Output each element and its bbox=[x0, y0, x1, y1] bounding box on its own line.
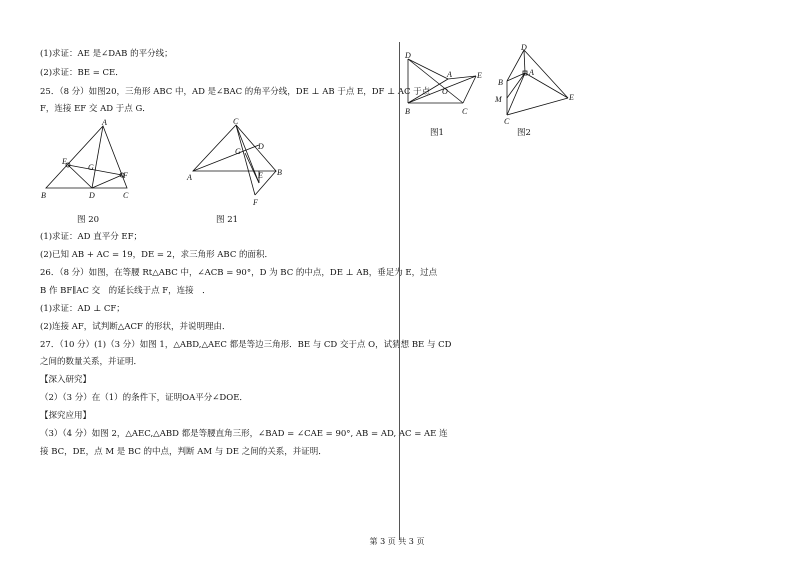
label-A: A bbox=[187, 173, 192, 182]
section-heading: 【探究应用】 bbox=[40, 411, 92, 421]
label-D: D bbox=[89, 191, 95, 200]
label-E: E bbox=[477, 71, 482, 80]
text-line: 之间的数量关系，并证明． bbox=[40, 357, 143, 367]
text-line: 接 BC，DE，点 M 是 BC 的中点，判断 AM 与 DE 之间的关系，并证明． bbox=[40, 447, 327, 457]
label-C: C bbox=[504, 117, 510, 126]
label-C: C bbox=[233, 117, 239, 126]
label-M: M bbox=[495, 95, 502, 104]
label-C: C bbox=[462, 107, 468, 116]
figure-1 bbox=[403, 52, 488, 122]
label-D: D bbox=[405, 51, 411, 60]
label-E: E bbox=[258, 171, 263, 180]
label-B: B bbox=[498, 78, 503, 87]
figure-21-caption: 图 21 bbox=[216, 215, 239, 225]
text-line: (1)求证：AE 是∠DAB 的平分线； bbox=[40, 49, 173, 59]
figure-20-caption: 图 20 bbox=[77, 215, 100, 225]
question-26: 26．（8 分）如图，在等腰 Rt△ABC 中，∠ACB = 90°，D 为 BC 的中点，DE ⊥ AB，垂足为 E，过点 bbox=[40, 268, 438, 278]
text-line: (2)连接 AF，试判断△ACF 的形状，并说明理由． bbox=[40, 322, 231, 332]
label-E: E bbox=[62, 157, 67, 166]
label-F: F bbox=[123, 171, 128, 180]
figure-2 bbox=[490, 43, 580, 128]
label-G: G bbox=[235, 147, 241, 156]
label-B: B bbox=[405, 107, 410, 116]
column-divider bbox=[399, 42, 400, 540]
text-line: (1)求证：AD 直平分 EF； bbox=[40, 232, 143, 242]
label-G: G bbox=[88, 163, 94, 172]
label-A: A bbox=[102, 118, 107, 127]
text-line: (1)求证：AD ⊥ CF； bbox=[40, 304, 125, 314]
figure-1-caption: 图1 bbox=[430, 128, 444, 138]
label-E: E bbox=[569, 93, 574, 102]
text-line: B 作 BF∥AC 交 的延长线于点 F，连接 ． bbox=[40, 286, 211, 296]
label-B: B bbox=[41, 191, 46, 200]
label-D: D bbox=[258, 142, 264, 151]
text-line: (2)已知 AB + AC = 19，DE = 2，求三角形 ABC 的面积． bbox=[40, 250, 274, 260]
label-D: D bbox=[521, 43, 527, 52]
text-line: F，连接 EF 交 AD 于点 G． bbox=[40, 104, 151, 114]
figure-21 bbox=[185, 118, 295, 208]
figure-20 bbox=[40, 120, 140, 205]
label-A: A bbox=[447, 70, 452, 79]
label-C: C bbox=[123, 191, 129, 200]
text-line: （2）（3 分）在（1）的条件下，证明OA平分∠DOE． bbox=[40, 393, 248, 403]
section-heading: 【深入研究】 bbox=[40, 375, 92, 385]
page-footer: 第 3 页 共 3 页 bbox=[369, 537, 425, 546]
figure-2-caption: 图2 bbox=[517, 128, 531, 138]
text-line: (2)求证：BE = CE． bbox=[40, 68, 124, 78]
label-B: B bbox=[277, 168, 282, 177]
question-25: 25．（8 分）如图20，三角形 ABC 中，AD 是∠BAC 的角平分线，DE ⊥ AB 于点 E，DF ⊥ AC 于点 bbox=[40, 87, 431, 97]
text-line: （3）（4 分）如图 2，△AEC,△ABD 都是等腰直角三形，∠BAD = ∠CAE = 90°, AB = AD, AC = AE 连 bbox=[40, 429, 448, 439]
question-27: 27．（10 分）(1)（3 分）如图 1，△ABD,△AEC 都是等边三角形．BE 与 CD 交于点 O，试猜想 BE 与 CD bbox=[40, 340, 452, 350]
label-F: F bbox=[253, 198, 258, 207]
label-O: O bbox=[442, 87, 448, 96]
label-A: A bbox=[529, 68, 534, 77]
